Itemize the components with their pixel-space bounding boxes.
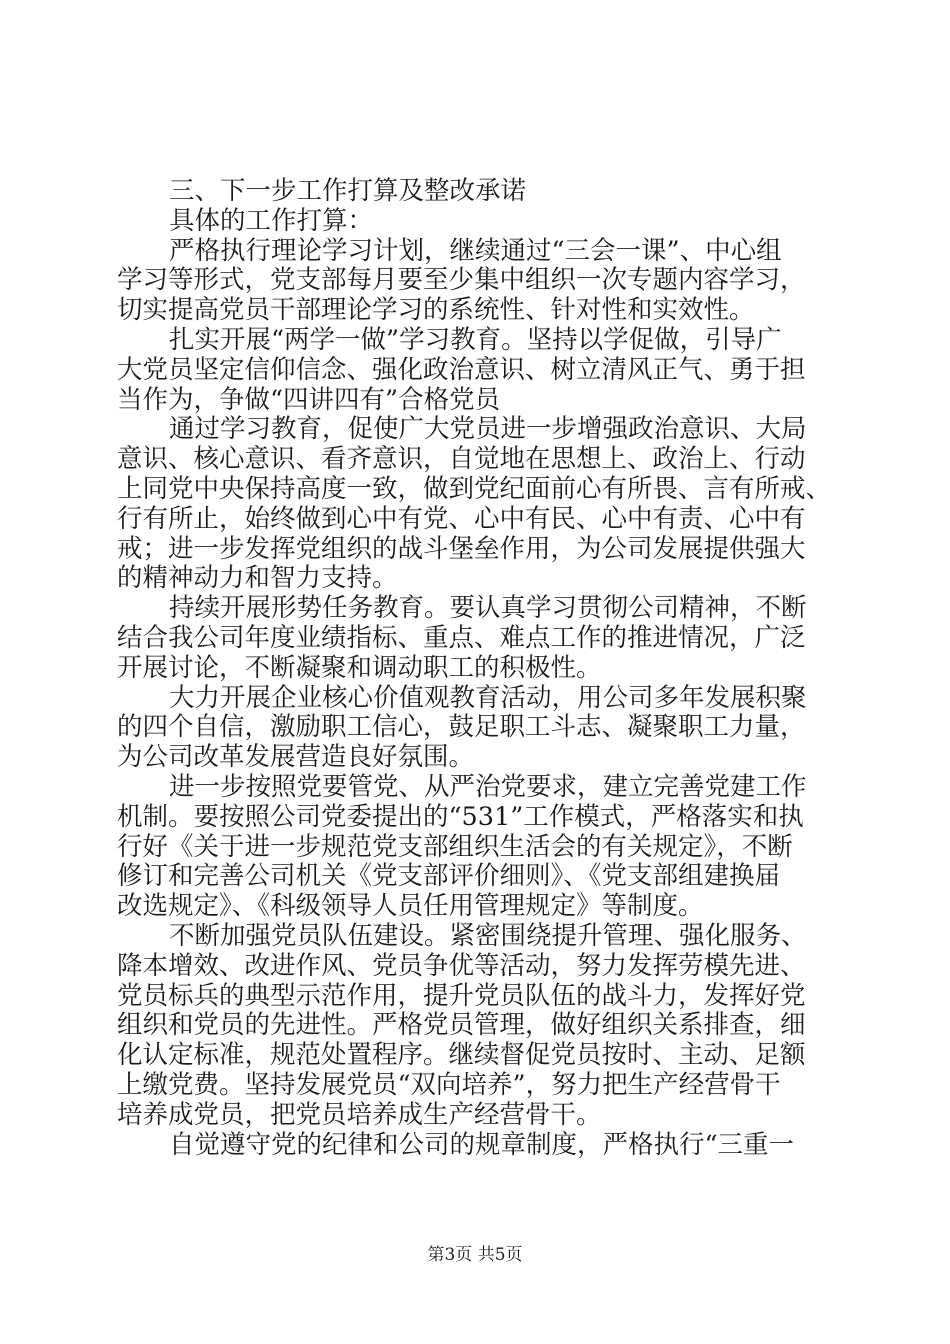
text-line: 戒；进一步发挥党组织的战斗堡垒作用，为公司发展提供强大 (117, 533, 806, 564)
text-line: 结合我公司年度业绩指标、重点、难点工作的推进情况，广泛 (117, 622, 806, 653)
text-line: 为公司改革发展营造良好氛围。 (117, 742, 475, 773)
text-line: 开展讨论，不断凝聚和调动职工的积极性。 (117, 652, 602, 683)
text-line: 行好《关于进一步规范党支部组织生活会的有关规定》，不断 (117, 831, 793, 862)
text-line: 意识、核心意识、看齐意识，自觉地在思想上、政治上、行动 (117, 444, 806, 475)
text-line: 上缴党费。坚持发展党员“双向培养”，努力把生产经营骨干 (117, 1069, 781, 1100)
text-line: 扎实开展“两学一做”学习教育。坚持以学促做，引导广 (169, 324, 782, 355)
text-line: 切实提高党员干部理论学习的系统性、针对性和实效性。 (117, 295, 755, 326)
document-body (117, 177, 857, 1160)
text-line: 组织和党员的先进性。严格党员管理，做好组织关系排查，细 (117, 1010, 806, 1041)
text-line: 不断加强党员队伍建设。紧密围绕提升管理、强化服务、 (169, 920, 807, 951)
text-line: 通过学习教育，促使广大党员进一步增强政治意识、大局 (169, 414, 807, 445)
text-line: 的精神动力和智力支持。 (117, 563, 398, 594)
page-number-label: 第3页 共5页 (427, 1245, 523, 1265)
text-line: 降本增效、改进作风、党员争优等活动，努力发挥劳模先进、 (117, 950, 806, 981)
text-line: 机制。要按照公司党委提出的“531”工作模式，严格落实和执 (117, 801, 804, 832)
text-line: 行有所止，始终做到心中有党、心中有民、心中有责、心中有 (117, 503, 806, 534)
text-line: 学习等形式，党支部每月要至少集中组织一次专题内容学习， (117, 265, 806, 296)
text-line: 严格执行理论学习计划，继续通过“三会一课”、中心组 (169, 235, 782, 266)
text-line: 党员标兵的典型示范作用，提升党员队伍的战斗力，发挥好党 (117, 980, 806, 1011)
text-line: 改选规定》、《科级领导人员任用管理规定》等制度。 (117, 891, 704, 922)
text-line: 上同党中央保持高度一致，做到党纪面前心有所畏、言有所戒、 (117, 473, 832, 504)
text-line: 当作为，争做“四讲四有”合格党员 (117, 384, 501, 415)
text-line: 自觉遵守党的纪律和公司的规章制度，严格执行“三重一 (169, 1129, 795, 1160)
text-line: 具体的工作打算： (169, 205, 374, 236)
text-line: 三、下一步工作打算及整改承诺 (169, 176, 527, 206)
text-line: 培养成党员，把党员培养成生产经营骨干。 (117, 1099, 602, 1130)
text-line: 修订和完善公司机关《党支部评价细则》、《党支部组建换届 (117, 861, 781, 892)
text-line: 大力开展企业核心价值观教育活动，用公司多年发展积聚 (169, 682, 807, 713)
text-line: 进一步按照党要管党、从严治党要求，建立完善党建工作 (169, 771, 807, 802)
text-line: 化认定标准，规范处置程序。继续督促党员按时、主动、足额 (117, 1040, 806, 1071)
text-line: 的四个自信，激励职工信心，鼓足职工斗志、凝聚职工力量， (117, 712, 806, 743)
text-line: 持续开展形势任务教育。要认真学习贯彻公司精神，不断 (169, 593, 807, 624)
text-line: 大党员坚定信仰信念、强化政治意识、树立清风正气、勇于担 (117, 354, 806, 385)
page-footer (0, 1244, 950, 1266)
